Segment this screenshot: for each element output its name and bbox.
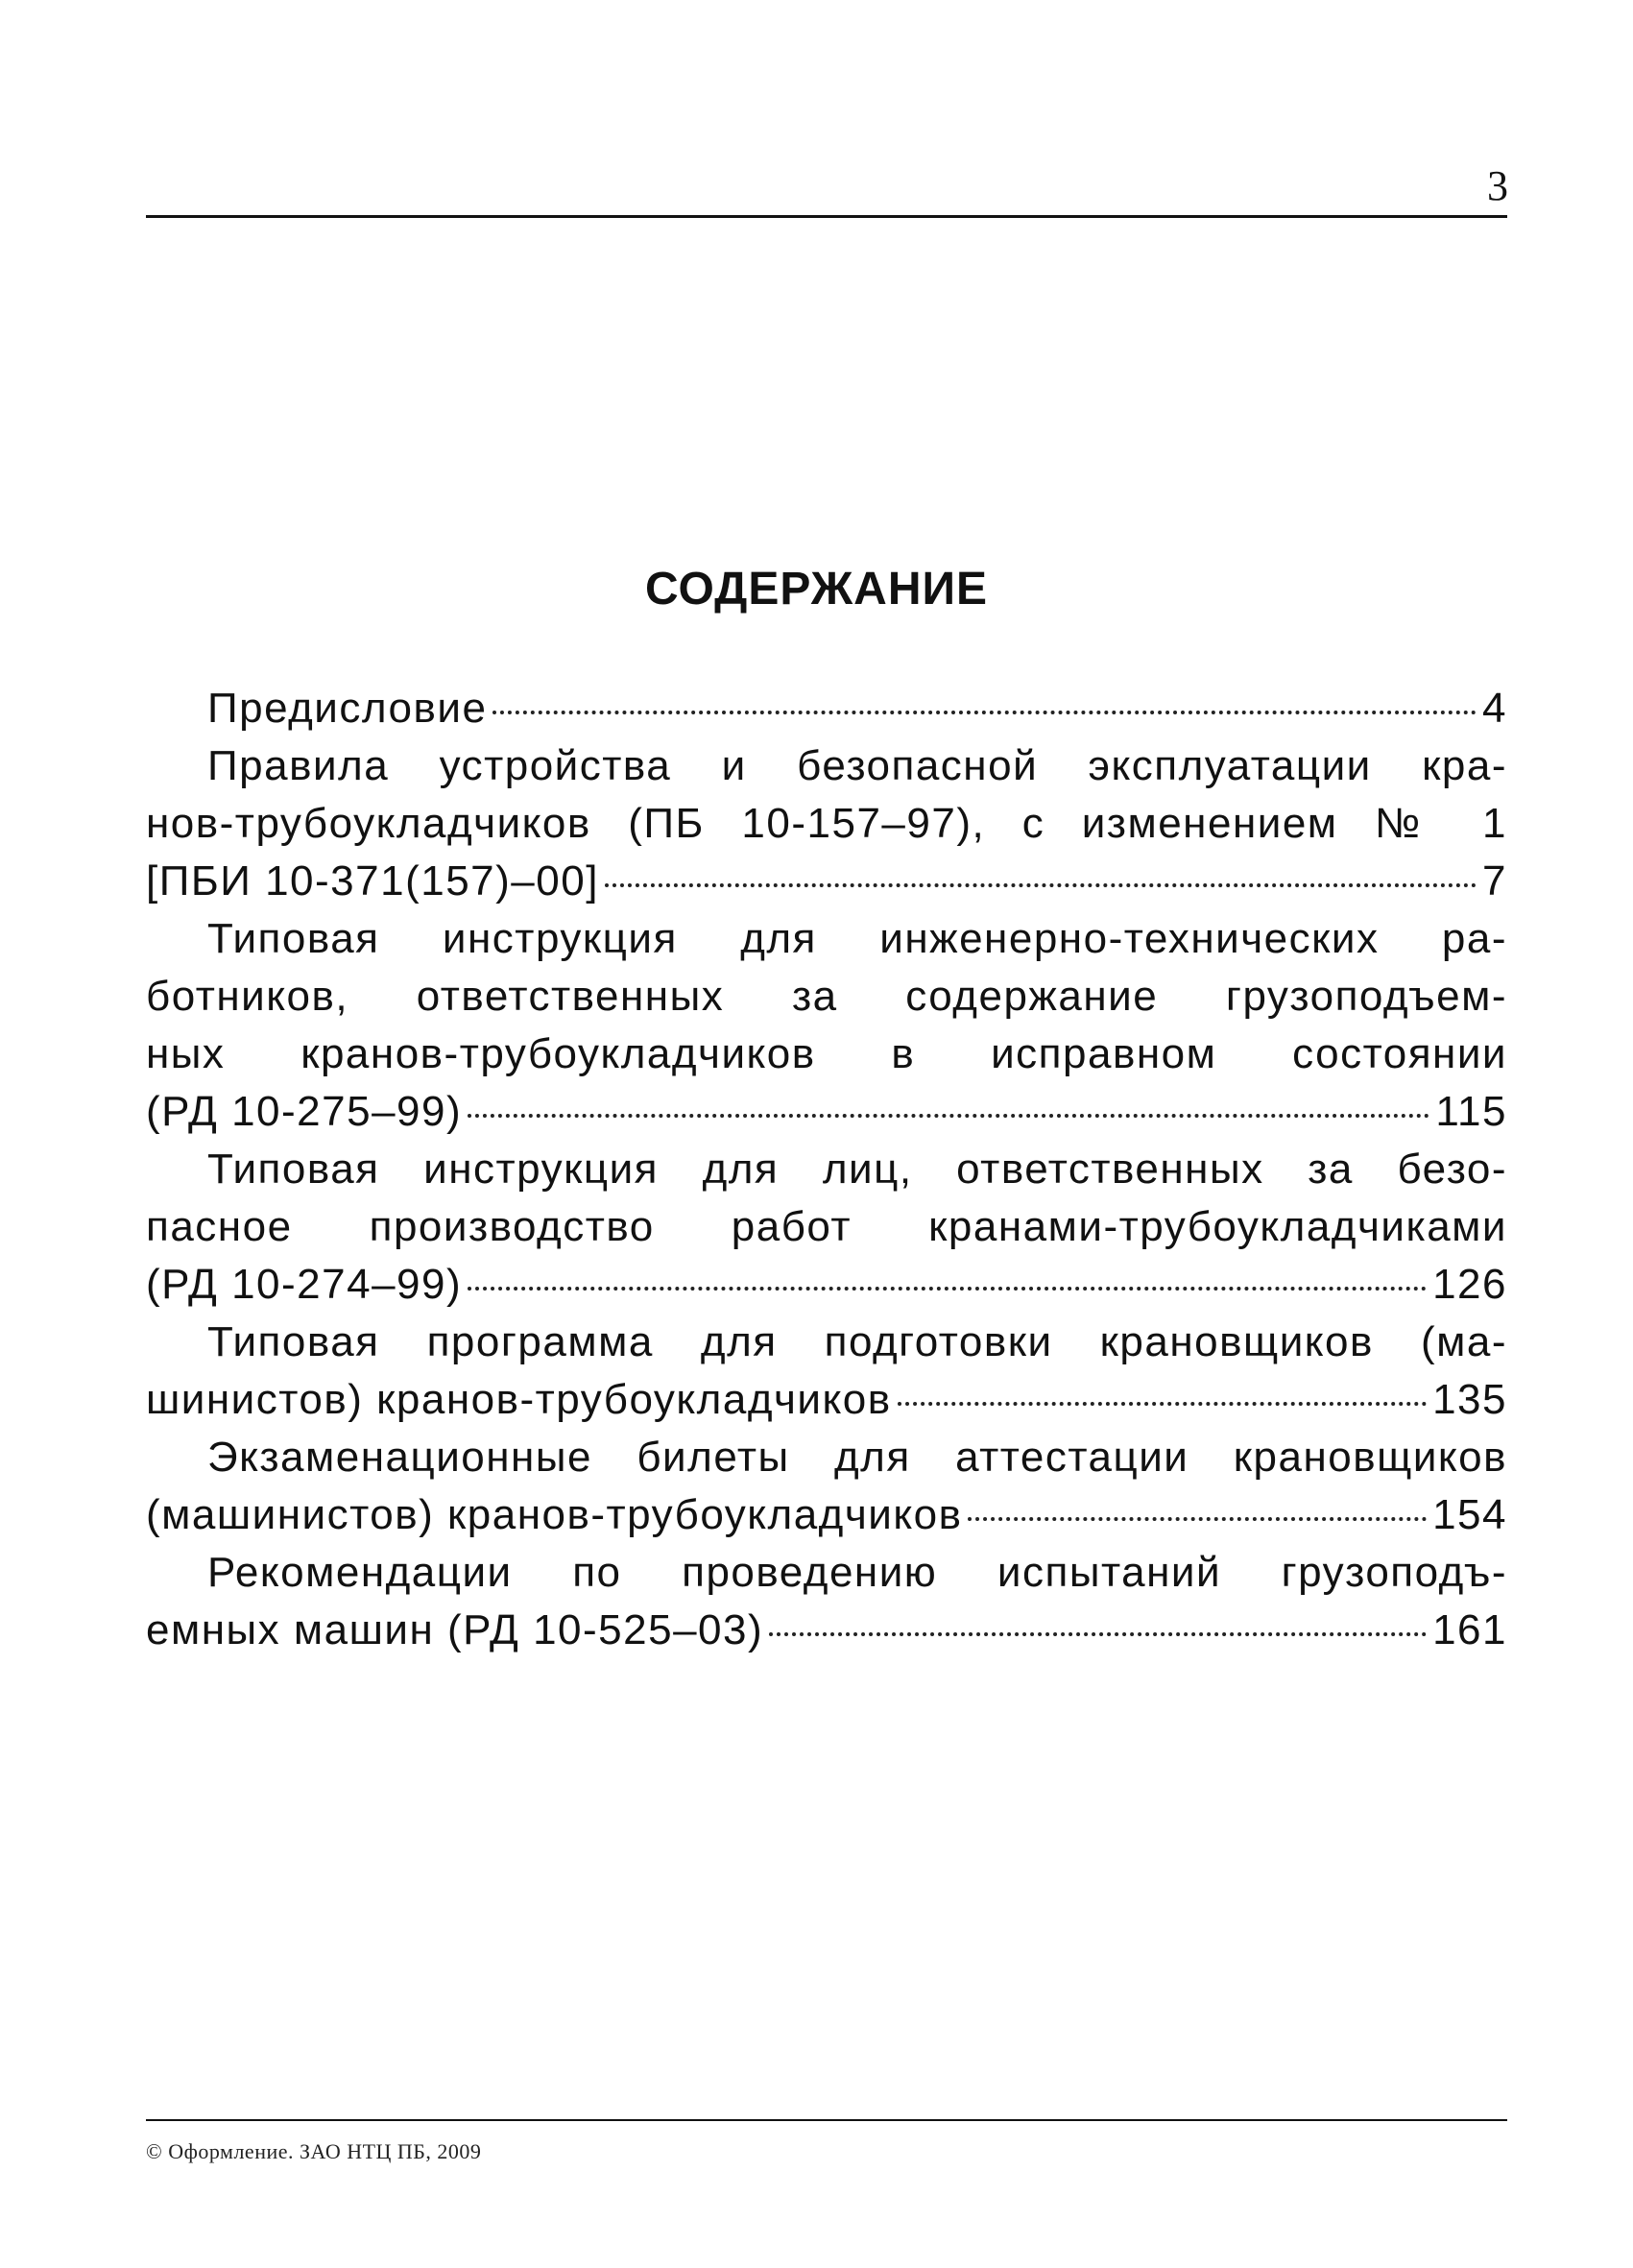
toc-entry-page: 7 (1482, 857, 1507, 905)
toc-entry-page: 161 (1432, 1606, 1507, 1653)
toc-leader-dots (769, 1632, 1427, 1636)
toc-leader-dots (468, 1114, 1429, 1118)
toc-entry-text: Предисловие (207, 685, 488, 732)
toc-entry-last-line (146, 1602, 1507, 1659)
toc-leader-dots (968, 1517, 1427, 1521)
toc-entry-last-line (146, 853, 1507, 910)
toc-entry-text: ных кранов-трубоукладчиков в исправном состоянии (146, 1030, 1507, 1077)
toc-leader-dots (468, 1287, 1427, 1291)
toc-entry-text: Экзаменационные билеты для аттестации крановщиков (207, 1434, 1507, 1481)
toc-entry-last-line (146, 1256, 1507, 1314)
toc-entry-page: 4 (1482, 685, 1507, 732)
toc-entry-page: 154 (1432, 1491, 1507, 1538)
table-of-contents (146, 680, 1507, 1659)
toc-entry[interactable] (146, 1544, 1507, 1659)
toc-entry-text: Типовая инструкция для лиц, ответственных за безо- (207, 1146, 1507, 1193)
toc-entry-text: пасное производство работ кранами-трубоукладчиками (146, 1203, 1507, 1250)
toc-entry-text: шинистов) кранов-трубоукладчиков (146, 1376, 892, 1423)
toc-entry-text: Правила устройства и безопасной эксплуатации кра- (207, 742, 1507, 789)
toc-entry[interactable] (146, 910, 1507, 1141)
toc-entry-last-line (146, 1371, 1507, 1429)
toc-title: СОДЕРЖАНИЕ (645, 564, 988, 615)
toc-entry[interactable] (146, 1429, 1507, 1544)
toc-entry-page: 126 (1432, 1261, 1507, 1308)
toc-entry-text: (РД 10-274–99) (146, 1261, 463, 1308)
toc-entry-page: 115 (1435, 1088, 1507, 1135)
toc-leader-dots (898, 1402, 1428, 1406)
toc-entry-last-line (146, 680, 1507, 737)
footer-copyright: © Оформление. ЗАО НТЦ ПБ, 2009 (146, 2139, 482, 2163)
header-rule (146, 215, 1507, 218)
page-number: 3 (1487, 162, 1508, 209)
toc-entry-page: 135 (1432, 1376, 1507, 1423)
toc-entry[interactable] (146, 680, 1507, 737)
toc-leader-dots (605, 883, 1477, 887)
toc-entry-text: Типовая инструкция для инженерно-технических ра- (207, 915, 1507, 962)
toc-leader-dots (492, 711, 1477, 714)
toc-entry-last-line (146, 1486, 1507, 1544)
toc-entry-text: ботников, ответственных за содержание грузоподъем- (146, 973, 1507, 1020)
toc-entry-text: Типовая программа для подготовки крановщиков (ма- (207, 1318, 1507, 1365)
toc-entry-text: Рекомендации по проведению испытаний грузоподъ- (207, 1549, 1507, 1596)
toc-entry-text: (машинистов) кранов-трубоукладчиков (146, 1491, 963, 1538)
toc-entry-text: нов-трубоукладчиков (ПБ 10-157–97), с изменением № 1 (146, 800, 1507, 847)
footer-rule (146, 2119, 1507, 2121)
toc-entry-last-line (146, 1083, 1507, 1141)
toc-entry-text: емных машин (РД 10-525–03) (146, 1606, 764, 1653)
toc-entry[interactable] (146, 737, 1507, 910)
toc-entry-text: [ПБИ 10-371(157)–00] (146, 857, 599, 905)
toc-entry-text: (РД 10-275–99) (146, 1088, 463, 1135)
toc-entry[interactable] (146, 1314, 1507, 1429)
toc-entry[interactable] (146, 1141, 1507, 1314)
